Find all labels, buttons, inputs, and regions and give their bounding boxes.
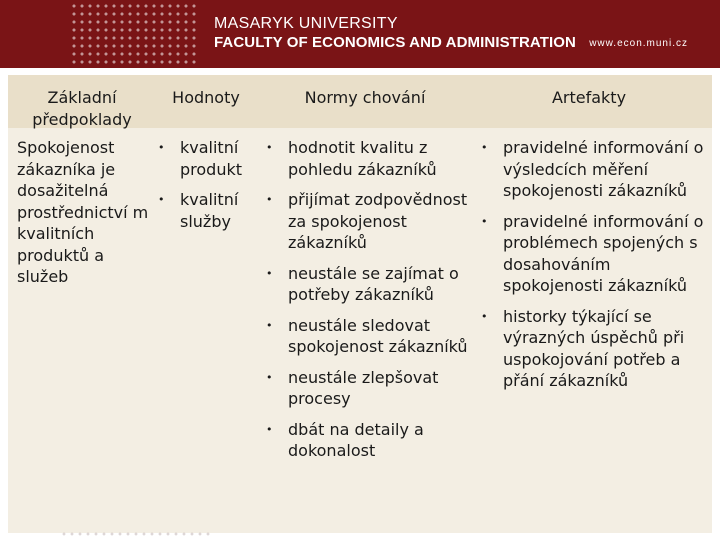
list-item: • pravidelné informování o výsledcích měření spokojenosti zákazníků (479, 137, 709, 202)
list-item: • neustále sledovat spokojenost zákazníků (264, 315, 472, 358)
predpoklady-cell: Spokojenost zákazníka je dosažitelná prostřednictví m kvalitních produktů a služeb (17, 138, 149, 286)
list-item: • kvalitní produkt (156, 137, 260, 180)
university-name: MASARYK UNIVERSITY (214, 15, 398, 32)
faculty-name: FACULTY OF ECONOMICS AND ADMINISTRATION (214, 34, 576, 51)
list-item: • kvalitní služby (156, 189, 260, 232)
hodnoty-list (156, 137, 260, 241)
list-item: • pravidelné informování o problémech spojených s dosahováním spokojenosti zákazníků (479, 211, 709, 297)
normy-list (264, 137, 472, 471)
website-url[interactable]: www.econ.muni.cz (589, 38, 688, 49)
list-item: • přijímat zodpovědnost za spokojenost zákazníků (264, 189, 472, 254)
logo-dot-pattern (70, 2, 198, 64)
list-item: • neustále zlepšovat procesy (264, 367, 472, 410)
list-item: • neustále se zajímat o potřeby zákazníků (264, 263, 472, 306)
column-header-predpoklady: Základní předpoklady (32, 88, 132, 129)
column-header-artefakty: Artefakty (551, 88, 627, 107)
list-item: • hodnotit kvalitu z pohledu zákazníků (264, 137, 472, 180)
footer-dot-pattern (60, 530, 210, 540)
column-header-normy: Normy chování (304, 88, 426, 107)
artefakty-list (479, 137, 709, 401)
list-item: • dbát na detaily a dokonalost (264, 419, 472, 462)
header-banner (0, 0, 720, 68)
column-header-hodnoty: Hodnoty (172, 88, 240, 107)
list-item: • historky týkající se výrazných úspěchů při uspokojování potřeb a přání zákazníků (479, 306, 709, 392)
